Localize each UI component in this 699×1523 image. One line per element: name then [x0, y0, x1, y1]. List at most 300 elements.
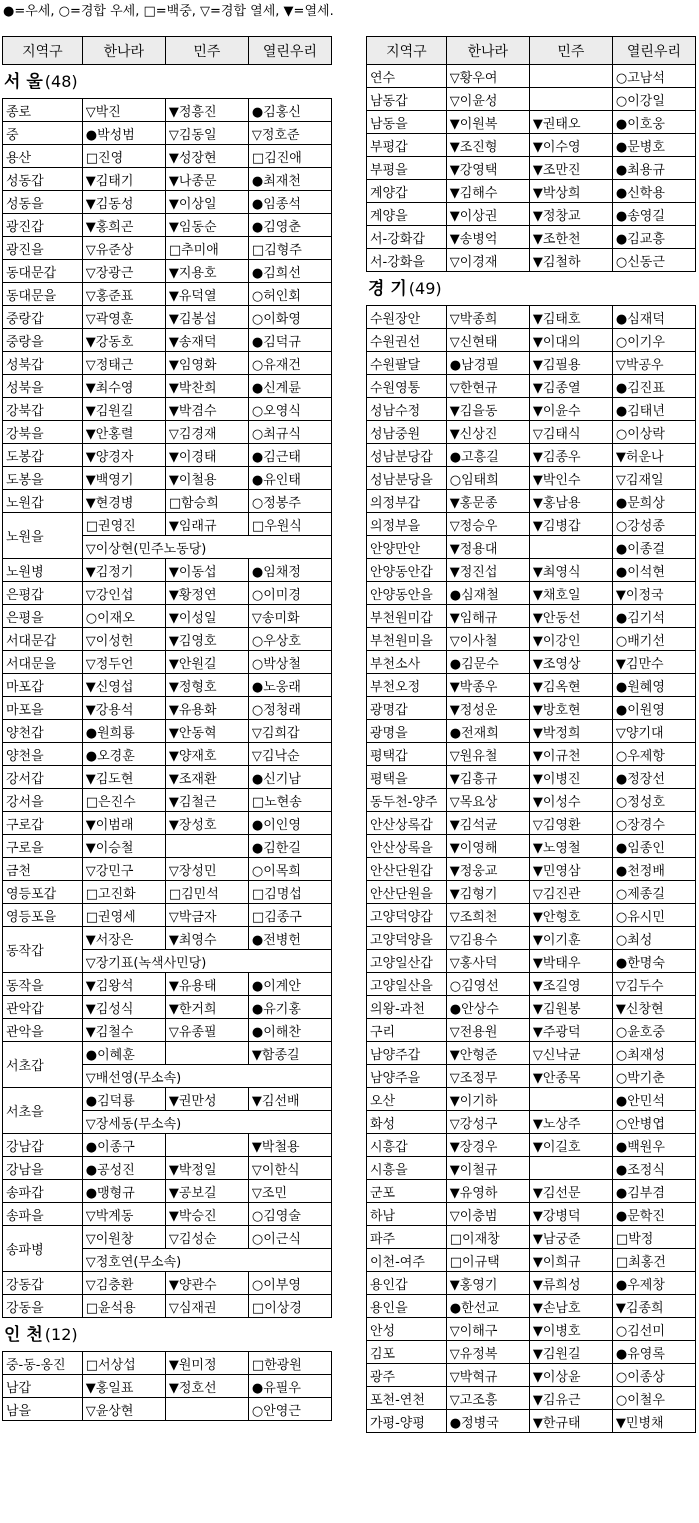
district-cell: 하남	[367, 1203, 447, 1226]
candidate-cell: ▼민병채	[612, 1410, 695, 1433]
district-cell: 서대문을	[3, 651, 83, 674]
candidate-cell: ▼이철용	[165, 467, 248, 490]
region-title	[2, 65, 332, 98]
candidate-cell: ▽이원창	[82, 1226, 165, 1249]
candidate-cell: ●한선교	[446, 1295, 529, 1318]
candidate-cell: ○이기우	[612, 329, 695, 352]
column-header: 민주	[529, 37, 612, 65]
candidate-cell: ▽김성순	[165, 1226, 248, 1249]
table-row	[3, 720, 332, 743]
district-cell: 남양주을	[367, 1065, 447, 1088]
table-row	[3, 513, 332, 536]
candidate-cell: ▼최수영	[82, 375, 165, 398]
candidate-cell: □박정	[612, 1226, 695, 1249]
candidate-cell: ●맹형규	[82, 1180, 165, 1203]
district-cell: 노원갑	[3, 490, 83, 513]
district-cell: 시흥을	[367, 1157, 447, 1180]
table-header	[367, 37, 696, 65]
district-cell: 금천	[3, 858, 83, 881]
candidate-cell: ○이부영	[248, 1272, 331, 1295]
table-row	[367, 1111, 696, 1134]
candidate-cell: ○우제항	[612, 743, 695, 766]
candidate-cell: ▼남궁준	[529, 1226, 612, 1249]
candidate-cell: ▽홍준표	[82, 283, 165, 306]
candidate-cell: ○정성호	[612, 789, 695, 812]
candidate-cell: ○김영술	[248, 1203, 331, 1226]
table-row	[367, 134, 696, 157]
table-row	[3, 1203, 332, 1226]
table-row	[367, 835, 696, 858]
candidate-cell: ●심재덕	[612, 306, 695, 329]
table-row	[3, 1088, 332, 1111]
candidate-cell: ▼김왕석	[82, 973, 165, 996]
table-row	[3, 352, 332, 375]
candidate-cell	[165, 1398, 248, 1421]
candidate-cell: ●안민석	[612, 1088, 695, 1111]
results-table	[2, 36, 332, 65]
district-cell: 동두천-양주	[367, 789, 447, 812]
candidate-cell: ▼이철규	[446, 1157, 529, 1180]
candidate-cell: ○최성	[612, 927, 695, 950]
table-row	[367, 226, 696, 249]
table-row	[367, 1318, 696, 1341]
table-row	[3, 743, 332, 766]
candidate-cell: ●유필우	[248, 1375, 331, 1398]
candidate-cell: ●이혜훈	[82, 1042, 165, 1065]
candidate-cell: ▼이경태	[165, 444, 248, 467]
candidate-cell: ○장경수	[612, 812, 695, 835]
district-cell: 광진갑	[3, 214, 83, 237]
district-cell: 영등포을	[3, 904, 83, 927]
candidate-cell: ▼이대의	[529, 329, 612, 352]
candidate-cell: ▼정흥진	[165, 99, 248, 122]
candidate-cell: ▼이희규	[529, 1249, 612, 1272]
candidate-cell: ▼정성운	[446, 697, 529, 720]
candidate-cell: ▼이병호	[529, 1318, 612, 1341]
candidate-cell: □김종구	[248, 904, 331, 927]
table-row	[367, 467, 696, 490]
district-cell: 영등포갑	[3, 881, 83, 904]
candidate-cell: ●김한길	[248, 835, 331, 858]
candidate-cell: ●유인태	[248, 467, 331, 490]
candidate-cell	[165, 1042, 248, 1065]
candidate-cell: ▼홍일표	[82, 1375, 165, 1398]
district-cell: 의정부을	[367, 513, 447, 536]
candidate-cell: ●정병국	[446, 1410, 529, 1433]
candidate-cell: ▼이원복	[446, 111, 529, 134]
candidate-cell: ▽김두수	[612, 973, 695, 996]
candidate-cell: ▼조한천	[529, 226, 612, 249]
candidate-cell: ▼양경자	[82, 444, 165, 467]
candidate-cell: ▽김진관	[529, 881, 612, 904]
district-cell: 안산상록을	[367, 835, 447, 858]
candidate-cell: ▼장성호	[165, 812, 248, 835]
candidate-cell: ▼김선문	[529, 1180, 612, 1203]
district-cell: 성북갑	[3, 352, 83, 375]
table-row	[367, 306, 696, 329]
candidate-cell: ▽강인섭	[82, 582, 165, 605]
candidate-cell: ▼최영수	[165, 927, 248, 950]
candidate-cell: ●송영길	[612, 203, 695, 226]
candidate-cell: ●문희상	[612, 490, 695, 513]
table-row	[3, 858, 332, 881]
candidate-cell: ▼정용대	[446, 536, 529, 559]
candidate-cell: ●유영록	[612, 1341, 695, 1364]
candidate-cell: ○오영식	[248, 398, 331, 421]
district-cell: 광진을	[3, 237, 83, 260]
candidate-cell: □권영세	[82, 904, 165, 927]
candidate-cell: ▼정진섭	[446, 559, 529, 582]
candidate-cell: ▼장경우	[446, 1134, 529, 1157]
candidate-cell: ▼김종희	[612, 1295, 695, 1318]
candidate-cell: ▼박종우	[446, 674, 529, 697]
candidate-cell: ▼안형호	[529, 904, 612, 927]
district-cell: 김포	[367, 1341, 447, 1364]
candidate-cell: ●신기남	[248, 766, 331, 789]
table-row	[3, 237, 332, 260]
candidate-cell: ▽김경재	[165, 421, 248, 444]
region-count: (48)	[44, 72, 78, 91]
district-cell: 계양갑	[367, 180, 447, 203]
table-row	[367, 249, 696, 272]
candidate-cell: ●이인영	[248, 812, 331, 835]
candidate-cell: ▽곽영훈	[82, 306, 165, 329]
column-header: 지역구	[3, 37, 83, 65]
district-cell: 송파갑	[3, 1180, 83, 1203]
district-cell: 마포을	[3, 697, 83, 720]
candidate-cell: ●백원우	[612, 1134, 695, 1157]
table-row	[367, 513, 696, 536]
candidate-cell: ▼김종열	[529, 375, 612, 398]
results-table	[366, 36, 696, 272]
district-cell: 마포갑	[3, 674, 83, 697]
column-header: 열린우리	[612, 37, 695, 65]
district-cell: 고양덕양을	[367, 927, 447, 950]
candidate-cell: ▼김태기	[82, 168, 165, 191]
candidate-cell: ▽조정무	[446, 1065, 529, 1088]
candidate-cell: ●이종걸	[612, 536, 695, 559]
table-row	[367, 1272, 696, 1295]
candidate-cell	[529, 1157, 612, 1180]
candidate-cell: ●이해찬	[248, 1019, 331, 1042]
candidate-cell: ▼송재덕	[165, 329, 248, 352]
region-name: 인 천	[4, 1325, 43, 1345]
candidate-cell: □함승희	[165, 490, 248, 513]
table-row	[3, 1352, 332, 1375]
candidate-cell: ▼이상윤	[529, 1364, 612, 1387]
candidate-cell: ○강성종	[612, 513, 695, 536]
district-cell: 서대문갑	[3, 628, 83, 651]
candidate-cell: ▼한거희	[165, 996, 248, 1019]
district-cell: 서-강화을	[367, 249, 447, 272]
candidate-cell: ●김덕룡	[82, 1088, 165, 1111]
candidate-cell: ▽윤상현	[82, 1398, 165, 1421]
candidate-cell: ▼채호일	[529, 582, 612, 605]
candidate-cell: ○허인회	[248, 283, 331, 306]
district-cell: 성동을	[3, 191, 83, 214]
table-row	[367, 1088, 696, 1111]
candidate-cell: □최홍건	[612, 1249, 695, 1272]
table-row	[3, 214, 332, 237]
candidate-cell: ▼김원길	[82, 398, 165, 421]
candidate-cell: ▽김용수	[446, 927, 529, 950]
candidate-cell: ○고남석	[612, 65, 695, 88]
table-row	[3, 559, 332, 582]
candidate-cell	[529, 88, 612, 111]
table-row	[3, 398, 332, 421]
table-row	[3, 582, 332, 605]
candidate-cell: ▼강병덕	[529, 1203, 612, 1226]
district-cell: 동작갑	[3, 927, 83, 973]
candidate-cell: ▼유용화	[165, 697, 248, 720]
table-row	[3, 421, 332, 444]
table-row	[367, 1019, 696, 1042]
candidate-cell: ▼김철수	[82, 1019, 165, 1042]
district-cell: 노원을	[3, 513, 83, 559]
candidate-cell: ▽박공우	[612, 352, 695, 375]
candidate-cell: ▼강영택	[446, 157, 529, 180]
candidate-cell	[165, 835, 248, 858]
independent-candidate-cell: ▽배선영(무소속)	[82, 1065, 331, 1088]
candidate-cell: ▼김석균	[446, 812, 529, 835]
candidate-cell: ▼백영기	[82, 467, 165, 490]
candidate-cell: ▼이규천	[529, 743, 612, 766]
candidate-cell: ▽신낙균	[529, 1042, 612, 1065]
column-header: 민주	[165, 37, 248, 65]
candidate-cell: ▽이한식	[248, 1157, 331, 1180]
candidate-cell: ●원희룡	[82, 720, 165, 743]
region-count: (49)	[408, 279, 442, 298]
candidate-cell: ▼김성식	[82, 996, 165, 1019]
candidate-cell: ●최재천	[248, 168, 331, 191]
candidate-cell: ▼민영삼	[529, 858, 612, 881]
table-row	[367, 1065, 696, 1088]
table-row	[367, 490, 696, 513]
candidate-cell: ●원혜영	[612, 674, 695, 697]
candidate-cell: ▽전용원	[446, 1019, 529, 1042]
candidate-cell: ▼류희성	[529, 1272, 612, 1295]
candidate-cell: ▼임래규	[165, 513, 248, 536]
candidate-cell: ●문학진	[612, 1203, 695, 1226]
candidate-cell: ▼홍문종	[446, 490, 529, 513]
district-cell: 남동을	[367, 111, 447, 134]
candidate-cell: ○안영근	[248, 1398, 331, 1421]
candidate-cell: ●임채정	[248, 559, 331, 582]
table-row	[3, 697, 332, 720]
table-row	[3, 375, 332, 398]
candidate-cell	[165, 1134, 248, 1157]
table-row	[3, 766, 332, 789]
candidate-cell: ●김부겸	[612, 1180, 695, 1203]
candidate-cell: ●유기홍	[248, 996, 331, 1019]
region-title	[2, 1318, 332, 1351]
candidate-cell: ▽강성구	[446, 1111, 529, 1134]
district-cell: 용인갑	[367, 1272, 447, 1295]
district-cell: 수원영통	[367, 375, 447, 398]
candidate-cell: ▽황우여	[446, 65, 529, 88]
candidate-cell: ▽유정복	[446, 1341, 529, 1364]
candidate-cell: ●김문수	[446, 651, 529, 674]
candidate-cell: ▼공보길	[165, 1180, 248, 1203]
table-row	[367, 996, 696, 1019]
candidate-cell: ▼김도현	[82, 766, 165, 789]
candidate-cell: ▼이수영	[529, 134, 612, 157]
table-row	[367, 398, 696, 421]
district-cell: 구로을	[3, 835, 83, 858]
table-row	[3, 1134, 332, 1157]
candidate-cell: ▼이상권	[446, 203, 529, 226]
candidate-cell: □권영진	[82, 513, 165, 536]
candidate-cell: ○이강일	[612, 88, 695, 111]
candidate-cell: □은진수	[82, 789, 165, 812]
independent-candidate-cell: ▽이상현(민주노동당)	[82, 536, 331, 559]
candidate-cell: ●김기석	[612, 605, 695, 628]
table-row	[367, 1157, 696, 1180]
table-row	[367, 352, 696, 375]
candidate-cell: ▼임영화	[165, 352, 248, 375]
candidate-cell: ▽고조흥	[446, 1387, 529, 1410]
candidate-cell: ▼박철용	[248, 1134, 331, 1157]
candidate-cell: ○신동근	[612, 249, 695, 272]
candidate-cell: ▽김낙순	[248, 743, 331, 766]
candidate-cell: ▼송병억	[446, 226, 529, 249]
table-row	[367, 329, 696, 352]
candidate-cell: ▼조만진	[529, 157, 612, 180]
candidate-cell	[529, 536, 612, 559]
district-cell: 부평갑	[367, 134, 447, 157]
candidate-cell: ▼한규태	[529, 1410, 612, 1433]
table-row	[367, 1410, 696, 1433]
candidate-cell: ●남경필	[446, 352, 529, 375]
table-row	[367, 421, 696, 444]
candidate-cell: ▽심재권	[165, 1295, 248, 1318]
candidate-cell: ▼정형호	[165, 674, 248, 697]
table-row	[367, 973, 696, 996]
district-cell: 고양일산을	[367, 973, 447, 996]
table-row	[3, 1226, 332, 1249]
table-row	[367, 111, 696, 134]
district-cell: 성남수정	[367, 398, 447, 421]
district-cell: 부천원미을	[367, 628, 447, 651]
candidate-cell: ●박성범	[82, 122, 165, 145]
district-cell: 군포	[367, 1180, 447, 1203]
district-cell: 강서을	[3, 789, 83, 812]
district-cell: 안산단원을	[367, 881, 447, 904]
district-cell: 구리	[367, 1019, 447, 1042]
candidate-cell: ▼신창현	[612, 996, 695, 1019]
region-name: 서 울	[4, 72, 43, 92]
candidate-cell: ▼이성수	[529, 789, 612, 812]
candidate-cell: ●천정배	[612, 858, 695, 881]
candidate-cell: ▼김봉섭	[165, 306, 248, 329]
candidate-cell: ▼함종길	[248, 1042, 331, 1065]
district-cell: 동작을	[3, 973, 83, 996]
candidate-cell: ▼이윤수	[529, 398, 612, 421]
candidate-cell: □우원식	[248, 513, 331, 536]
candidate-cell: ▼임해규	[446, 605, 529, 628]
candidate-cell: ▼노영철	[529, 835, 612, 858]
district-cell: 강북을	[3, 421, 83, 444]
table-row	[367, 743, 696, 766]
district-cell: 광명갑	[367, 697, 447, 720]
candidate-cell: ▽유준상	[82, 237, 165, 260]
candidate-cell: ▽양기대	[612, 720, 695, 743]
results-table	[366, 305, 696, 1433]
district-cell: 안양만안	[367, 536, 447, 559]
table-row	[367, 651, 696, 674]
candidate-cell: ▼김유근	[529, 1387, 612, 1410]
district-cell: 평택을	[367, 766, 447, 789]
left-column	[2, 36, 332, 1421]
column-header: 한나라	[446, 37, 529, 65]
candidate-cell: ●이석현	[612, 559, 695, 582]
candidate-cell: ▼강동호	[82, 329, 165, 352]
district-cell: 남양주갑	[367, 1042, 447, 1065]
candidate-cell: ▼정웅교	[446, 858, 529, 881]
candidate-cell: ●임종인	[612, 835, 695, 858]
candidate-cell: ▼이승철	[82, 835, 165, 858]
candidate-cell: ▼신영섭	[82, 674, 165, 697]
candidate-cell: □이규택	[446, 1249, 529, 1272]
district-cell: 연수	[367, 65, 447, 88]
table-row	[3, 881, 332, 904]
candidate-cell: ○배기선	[612, 628, 695, 651]
candidate-cell: ▽정두언	[82, 651, 165, 674]
table-row	[3, 1019, 332, 1042]
candidate-cell: ○이화영	[248, 306, 331, 329]
table-row	[367, 1134, 696, 1157]
district-cell: 안산상록갑	[367, 812, 447, 835]
table-row	[367, 697, 696, 720]
candidate-cell: ▼김동성	[82, 191, 165, 214]
candidate-cell: ▼황정연	[165, 582, 248, 605]
candidate-cell: ●이계안	[248, 973, 331, 996]
candidate-cell: ▼김형기	[446, 881, 529, 904]
candidate-cell: ▽김희갑	[248, 720, 331, 743]
candidate-cell: ●문병호	[612, 134, 695, 157]
candidate-cell: ▽박계동	[82, 1203, 165, 1226]
candidate-cell: ●김근태	[248, 444, 331, 467]
district-cell: 은평갑	[3, 582, 83, 605]
candidate-cell: □윤석용	[82, 1295, 165, 1318]
candidate-cell: ▼이성일	[165, 605, 248, 628]
district-cell: 구로갑	[3, 812, 83, 835]
table-row	[3, 1157, 332, 1180]
candidate-cell: ▼조길영	[529, 973, 612, 996]
results-table	[2, 98, 332, 1318]
candidate-cell: ▼유영하	[446, 1180, 529, 1203]
district-cell: 노원병	[3, 559, 83, 582]
table-row	[367, 157, 696, 180]
candidate-cell: ○김영선	[446, 973, 529, 996]
candidate-cell: ●정장선	[612, 766, 695, 789]
candidate-cell: ▼권태오	[529, 111, 612, 134]
candidate-cell: ▼이범래	[82, 812, 165, 835]
candidate-cell: ●김영춘	[248, 214, 331, 237]
table-row	[367, 1295, 696, 1318]
table-row	[3, 835, 332, 858]
candidate-cell: ▼박정일	[165, 1157, 248, 1180]
candidate-cell: □이재창	[446, 1226, 529, 1249]
district-cell: 부천오정	[367, 674, 447, 697]
candidate-cell: ●조정식	[612, 1157, 695, 1180]
candidate-cell: ▼신상진	[446, 421, 529, 444]
table-row	[3, 191, 332, 214]
candidate-cell: □이상경	[248, 1295, 331, 1318]
candidate-cell: ●최용규	[612, 157, 695, 180]
district-cell: 수원장안	[367, 306, 447, 329]
candidate-cell: ▼안동선	[529, 605, 612, 628]
